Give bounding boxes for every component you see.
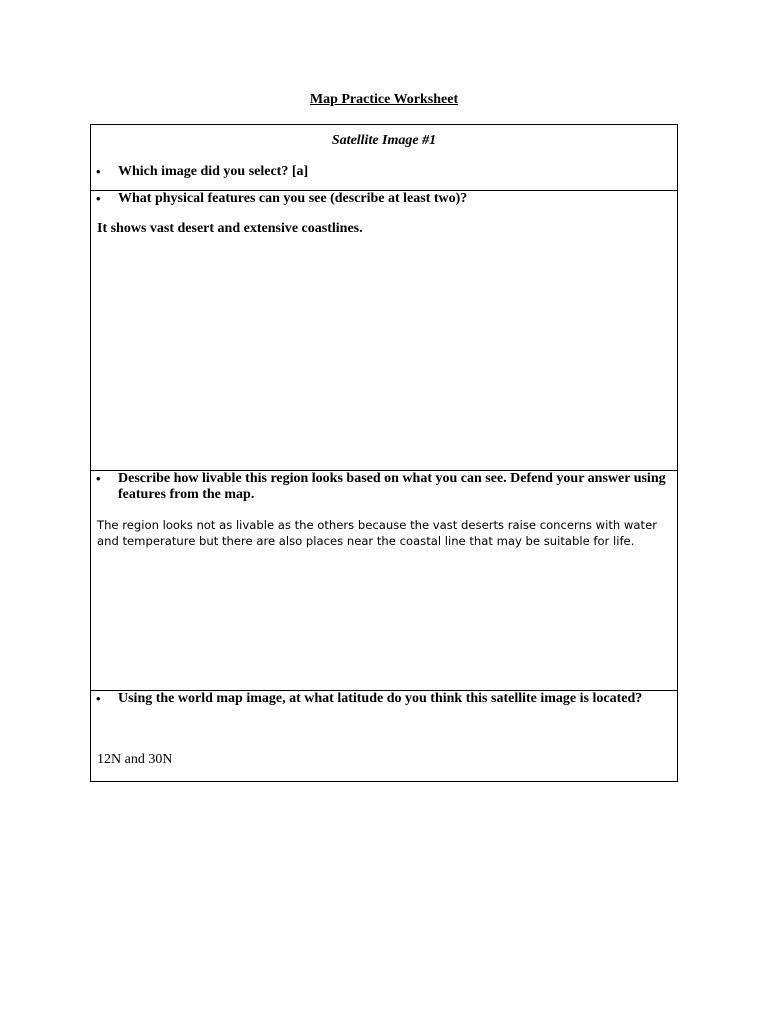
question-text: What physical features can you see (describe at least two)?	[118, 191, 468, 206]
section-image-selection	[91, 125, 677, 190]
page-title: Map Practice Worksheet	[309, 92, 459, 107]
worksheet-table	[90, 124, 678, 782]
section-latitude	[91, 690, 677, 782]
question-text: Using the world map image, at what latitude do you think this satellite image is located?	[118, 691, 643, 706]
section-physical-features	[91, 190, 677, 470]
section-livability	[91, 470, 677, 690]
answer-livability[interactable]: The region looks not as livable as the others because the vast deserts raise concerns with water and temperature but there are also places near the coastal line that may be suitable for life.	[97, 518, 657, 548]
question-text: Which image did you select? [a]	[118, 164, 309, 179]
question-latitude	[91, 691, 677, 707]
bullet: •	[96, 191, 101, 206]
answer-latitude[interactable]: 12N and 30N	[97, 752, 173, 767]
bullet: •	[96, 691, 101, 706]
bullet: •	[96, 164, 101, 179]
question-livability	[91, 471, 677, 503]
question-physical-features	[91, 191, 677, 207]
section-heading: Satellite Image #1	[331, 133, 437, 148]
question-image-selection	[91, 164, 677, 180]
bullet: •	[96, 471, 101, 486]
question-text: Describe how livable this region looks based on what you can see. Defend your answer using features from the map.	[118, 471, 666, 502]
answer-physical-features[interactable]: It shows vast desert and extensive coastlines.	[97, 221, 363, 236]
